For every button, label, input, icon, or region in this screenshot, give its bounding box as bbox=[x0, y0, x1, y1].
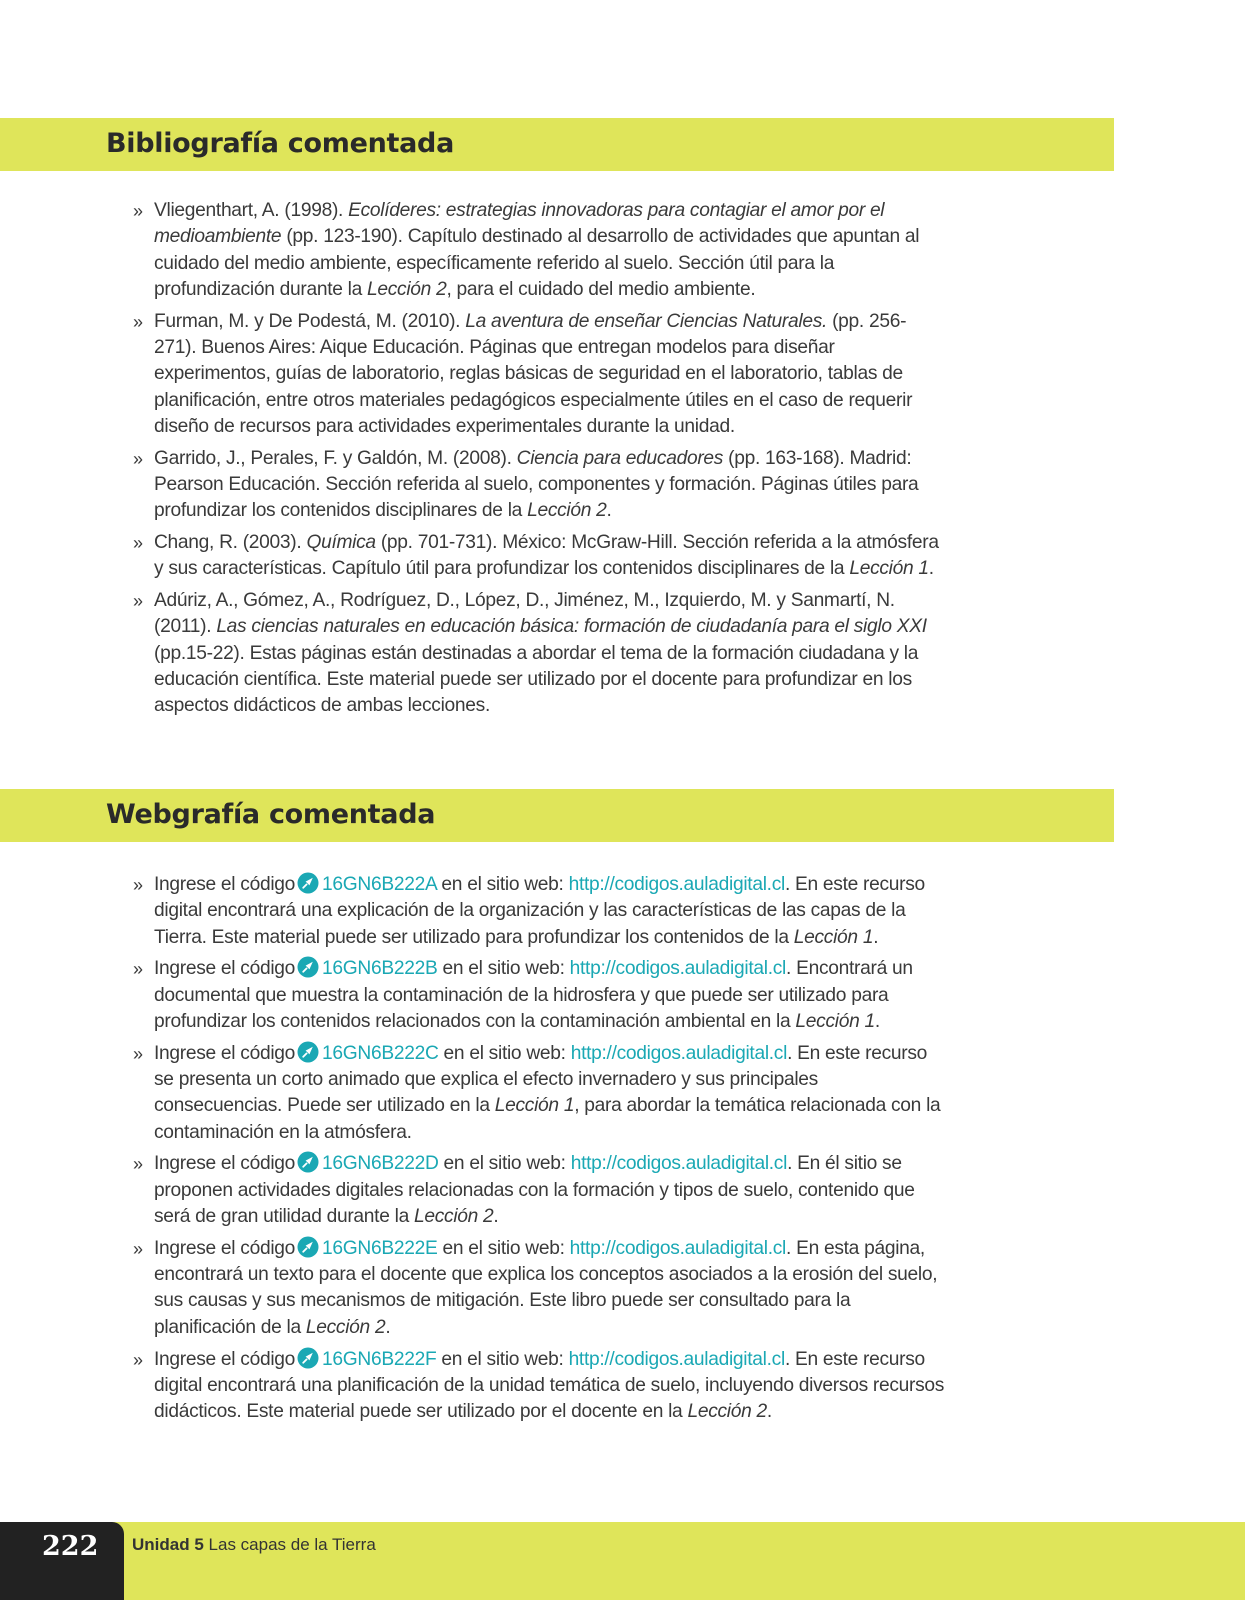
resource-comment: . En este recurso digital encontrará una explicación de la organización y las características de las capas de la Tierra. Este material puede ser utilizado para profundizar los contenidos de la bbox=[154, 874, 925, 948]
site-text: en el sitio web: bbox=[436, 1348, 569, 1370]
resource-code: 16GN6B222F bbox=[322, 1348, 437, 1370]
reference-comment-end: . bbox=[606, 500, 612, 522]
resource-code: 16GN6B222A bbox=[322, 874, 437, 895]
reference-comment: (pp.15-22). Estas páginas están destinadas a abordar el tema de la formación ciudadana y la educación científica. Este material puede ser utilizado por el docente para profundizar en los aspectos didácticos de ambas lecciones. bbox=[154, 642, 919, 717]
resource-comment: . En este recurso se presenta un corto animado que explica el efecto invernadero y sus principales consecuencias. Puede ser utilizado en la bbox=[154, 1042, 928, 1117]
resource-comment-end: . bbox=[873, 926, 879, 948]
site-text: en el sitio web: bbox=[437, 1237, 570, 1259]
rocket-icon bbox=[297, 872, 319, 894]
reference-title: Ecolíderes: estrategias innovadoras para contagiar el amor por el medioambiente bbox=[154, 200, 885, 248]
resource-url-link[interactable]: http://codigos.auladigital.cl bbox=[568, 874, 785, 895]
resource-url-link[interactable]: http://codigos.auladigital.cl bbox=[569, 1237, 787, 1259]
code-intro: Ingrese el código bbox=[154, 1153, 296, 1175]
bullet-marker: » bbox=[133, 591, 143, 612]
bibliography-title: Bibliografía comentada bbox=[106, 128, 454, 159]
resource-comment-end: . bbox=[874, 1010, 880, 1032]
bibliography-list bbox=[133, 198, 945, 725]
resource-url-link[interactable]: http://codigos.auladigital.cl bbox=[568, 1348, 785, 1370]
resource-comment: . En él sitio se proponen actividades digitales relacionadas con la formación y tipos de suelo, contenido que será de gran utilidad durante la bbox=[154, 1153, 915, 1228]
bibliography-item bbox=[133, 530, 945, 583]
resource-code: 16GN6B222E bbox=[322, 1237, 438, 1259]
lesson-reference: Lección 2 bbox=[413, 1206, 494, 1228]
bibliography-item bbox=[133, 309, 945, 440]
reference-author: Vliegenthart, A. (1998). bbox=[154, 200, 349, 221]
reference-comment: (pp. 256-271). Buenos Aires: Aique Educación. Páginas que entregan modelos para diseñar experimentos, guías de laboratorio, reglas básicas de seguridad en el laboratorio, tablas de planificación, entre otros materiales pedagógicos especialmente útiles en el caso de requerir diseño de recursos para actividades experimentales durante la unidad. bbox=[154, 310, 913, 437]
rocket-icon bbox=[297, 956, 319, 978]
bullet-marker: » bbox=[133, 959, 143, 980]
reference-comment: (pp. 701-731). México: McGraw-Hill. Sección referida a la atmósfera y sus características. Capítulo útil para profundizar los contenidos disciplinares de la bbox=[154, 532, 939, 580]
unit-label bbox=[132, 1535, 376, 1555]
resource-url-link[interactable]: http://codigos.auladigital.cl bbox=[569, 958, 787, 980]
bibliography-header bbox=[0, 118, 1114, 171]
page-number: 222 bbox=[42, 1531, 99, 1562]
webography-item bbox=[133, 1347, 945, 1426]
unit-title: Las capas de la Tierra bbox=[208, 1535, 376, 1554]
code-intro: Ingrese el código bbox=[154, 874, 296, 895]
resource-code: 16GN6B222B bbox=[322, 958, 438, 980]
lesson-reference: Lección 2 bbox=[527, 500, 607, 522]
lesson-reference: Lección 1 bbox=[849, 558, 929, 580]
lesson-reference: Lección 2 bbox=[305, 1316, 386, 1338]
lesson-reference: Lección 1 bbox=[795, 1010, 875, 1032]
bibliography-item bbox=[133, 198, 945, 303]
bullet-marker: » bbox=[133, 311, 143, 332]
rocket-icon bbox=[297, 1236, 319, 1258]
webography-item bbox=[133, 956, 945, 1035]
webography-title: Webgrafía comentada bbox=[106, 799, 436, 830]
reference-comment-end: . bbox=[928, 558, 934, 580]
webography-item bbox=[133, 1151, 945, 1230]
site-text: en el sitio web: bbox=[436, 874, 569, 895]
lesson-reference: Lección 1 bbox=[494, 1095, 575, 1117]
site-text: en el sitio web: bbox=[438, 1153, 571, 1175]
bullet-marker: » bbox=[133, 1349, 143, 1370]
reference-author: Furman, M. y De Podestá, M. (2010). bbox=[154, 310, 466, 332]
webography-list bbox=[133, 872, 945, 1431]
resource-comment-end: . bbox=[385, 1316, 391, 1338]
lesson-reference: Lección 1 bbox=[793, 926, 874, 948]
bullet-marker: » bbox=[133, 448, 143, 469]
reference-comment-end: , para el cuidado del medio ambiente. bbox=[446, 278, 756, 300]
rocket-icon bbox=[297, 1151, 319, 1173]
bullet-marker: » bbox=[133, 1238, 143, 1259]
reference-comment: (pp. 123-190). Capítulo destinado al desarrollo de actividades que apuntan al cuidado del medio ambiente, específicamente referido al suelo. Sección útil para la profundización durante la bbox=[154, 226, 920, 300]
resource-url-link[interactable]: http://codigos.auladigital.cl bbox=[570, 1042, 788, 1064]
rocket-icon bbox=[297, 1347, 319, 1369]
resource-comment: . En esta página, encontrará un texto para el docente que explica los conceptos asociados a la erosión del suelo, sus causas y sus mecanismos de mitigación. Este libro puede ser consultado para la planificación de la bbox=[154, 1237, 938, 1338]
resource-comment-end: . bbox=[493, 1206, 499, 1228]
rocket-icon bbox=[297, 1041, 319, 1063]
page-number-box bbox=[0, 1522, 124, 1600]
resource-comment-end: , para abordar la temática relacionada con la contaminación en la atmósfera. bbox=[154, 1095, 941, 1143]
code-intro: Ingrese el código bbox=[154, 1237, 296, 1259]
resource-comment-end: . bbox=[766, 1401, 772, 1423]
bibliography-item bbox=[133, 446, 945, 525]
lesson-reference: Lección 2 bbox=[367, 278, 447, 300]
reference-title: Ciencia para educadores bbox=[516, 447, 724, 469]
webography-header bbox=[0, 789, 1114, 842]
bibliography-item bbox=[133, 588, 945, 719]
lesson-reference: Lección 2 bbox=[687, 1401, 767, 1423]
code-intro: Ingrese el código bbox=[154, 1348, 296, 1370]
resource-code: 16GN6B222C bbox=[322, 1042, 439, 1064]
bullet-marker: » bbox=[133, 201, 143, 221]
bullet-marker: » bbox=[133, 875, 143, 895]
reference-title: Las ciencias naturales en educación básica: formación de ciudadanía para el siglo XXI bbox=[216, 616, 927, 638]
reference-author: Adúriz, A., Gómez, A., Rodríguez, D., López, D., Jiménez, M., Izquierdo, M. y Sanmartí, N. (2011). bbox=[154, 590, 895, 638]
reference-title: Química bbox=[306, 532, 376, 554]
unit-number: Unidad 5 bbox=[132, 1535, 204, 1554]
reference-author: Garrido, J., Perales, F. y Galdón, M. (2008). bbox=[154, 447, 517, 469]
bullet-marker: » bbox=[133, 1154, 143, 1175]
bullet-marker: » bbox=[133, 1043, 143, 1064]
site-text: en el sitio web: bbox=[438, 1042, 571, 1064]
reference-author: Chang, R. (2003). bbox=[154, 532, 307, 554]
webography-item bbox=[133, 1041, 945, 1146]
reference-title: La aventura de enseñar Ciencias Naturales. bbox=[465, 310, 828, 332]
resource-code: 16GN6B222D bbox=[322, 1153, 439, 1175]
webography-item bbox=[133, 872, 945, 951]
code-intro: Ingrese el código bbox=[154, 1042, 296, 1064]
page-footer bbox=[0, 1522, 1245, 1600]
reference-comment: (pp. 163-168). Madrid: Pearson Educación. Sección referida al suelo, componentes y formación. Páginas útiles para profundizar los contenidos disciplinares de la bbox=[154, 447, 919, 522]
resource-comment: . Encontrará un documental que muestra la contaminación de la hidrosfera y que puede ser utilizado para profundizar los contenidos relacionados con la contaminación ambiental en la bbox=[154, 958, 913, 1032]
resource-url-link[interactable]: http://codigos.auladigital.cl bbox=[570, 1153, 788, 1175]
code-intro: Ingrese el código bbox=[154, 958, 296, 980]
bullet-marker: » bbox=[133, 533, 143, 554]
resource-comment: . En este recurso digital encontrará una planificación de la unidad temática de suelo, incluyendo diversos recursos didácticos. Este material puede ser utilizado por el docente en la bbox=[154, 1348, 945, 1423]
site-text: en el sitio web: bbox=[437, 958, 570, 980]
webography-item bbox=[133, 1236, 945, 1341]
